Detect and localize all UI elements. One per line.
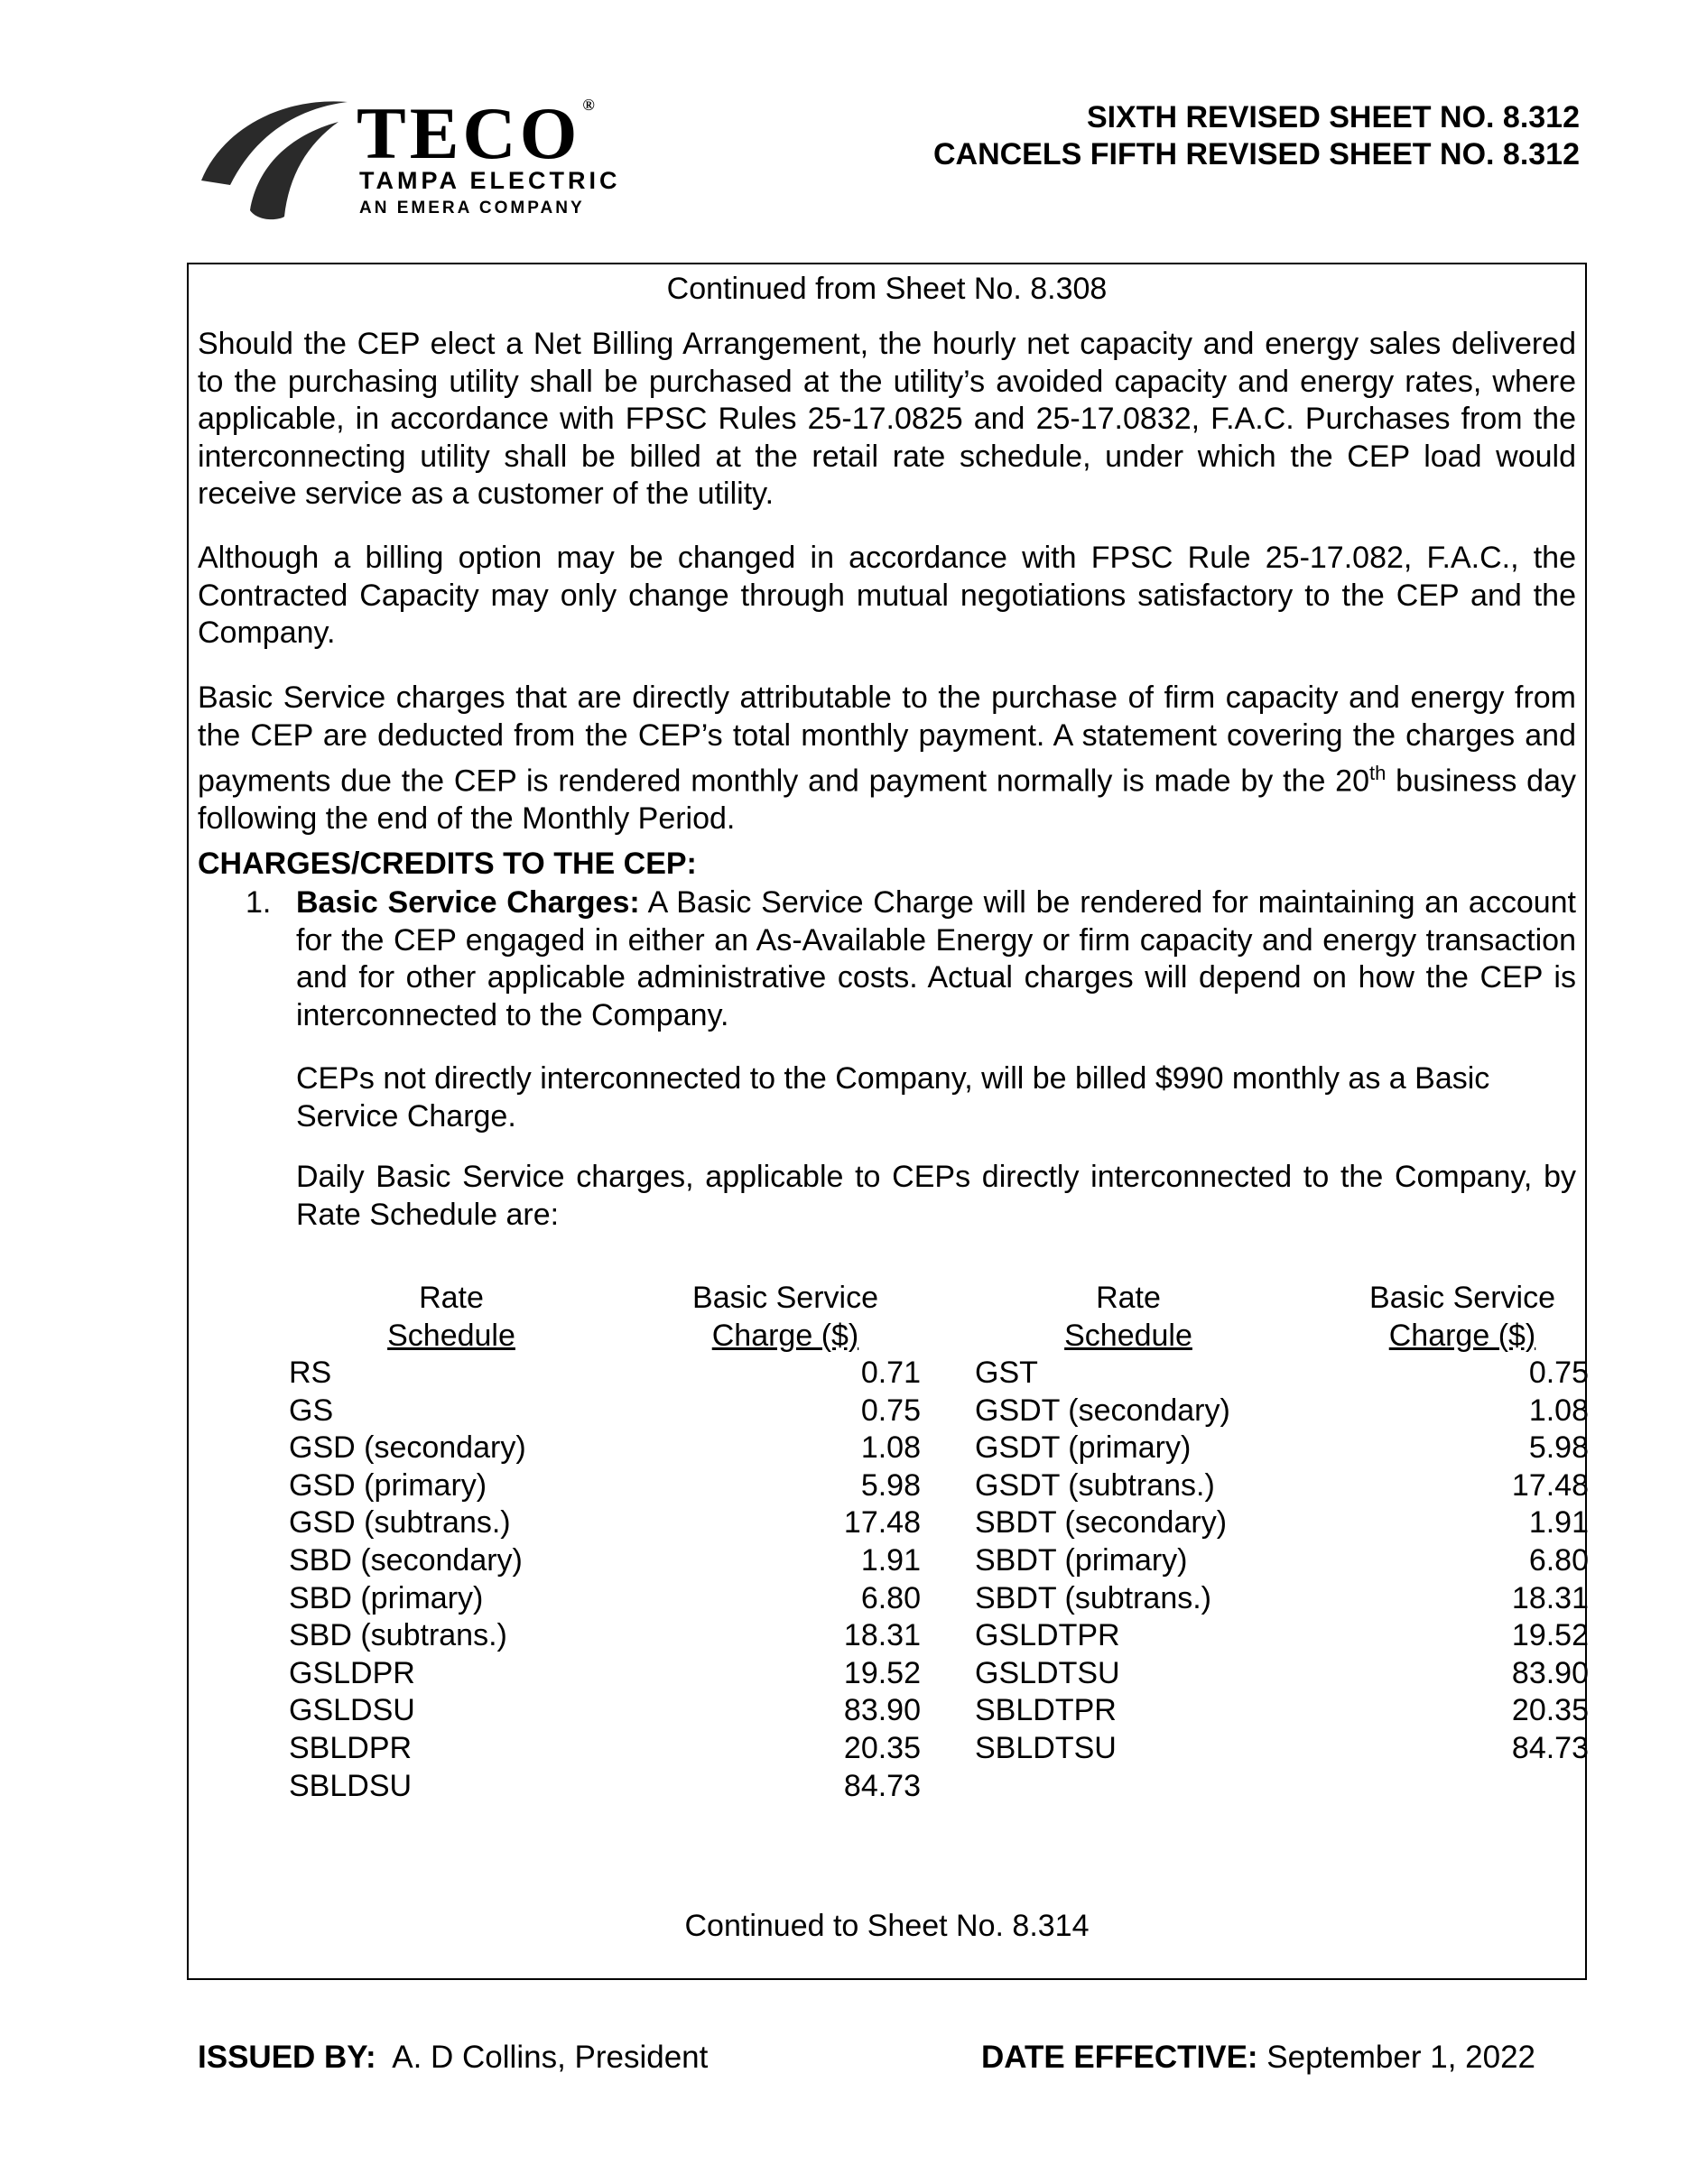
item-title: Basic Service Charges: [296, 885, 640, 920]
basic-service-charge: 1.08 [860, 1430, 921, 1466]
rate-schedule: GSDT (subtrans.) [975, 1467, 1215, 1503]
basic-service-charge: 17.48 [1511, 1467, 1589, 1503]
col-header-charge-bottom: Charge ($) [1388, 1318, 1536, 1353]
rate-schedule: SBLDTPR [975, 1693, 1117, 1728]
logo-subtagline: AN EMERA COMPANY [359, 199, 585, 217]
table-row [975, 1393, 1589, 1430]
basic-service-charge: 18.31 [843, 1618, 921, 1653]
registered-mark: ® [582, 96, 598, 114]
table-row [975, 1580, 1589, 1618]
issued-by-label: ISSUED BY: [198, 2040, 376, 2075]
col-header-rate-top: Rate [1096, 1281, 1161, 1315]
teco-swoosh-icon [194, 95, 352, 221]
table-row [289, 1542, 921, 1580]
rate-schedule: GSLDTSU [975, 1655, 1120, 1690]
table-row [289, 1393, 921, 1430]
paragraph-billing-option: Although a billing option may be changed in accordance with FPSC Rule 25-17.082, F.A.C., the Contracted Capacity may only change through mutual negotiations satisfactory to the CEP and the Company. [198, 541, 1576, 650]
table-row [975, 1730, 1589, 1768]
basic-service-charge: 6.80 [860, 1580, 921, 1615]
basic-service-charge: 19.52 [1511, 1618, 1589, 1653]
table-row [975, 1692, 1589, 1730]
basic-service-charge: 19.52 [843, 1655, 921, 1690]
item-number: 1. [246, 885, 272, 920]
rate-schedule: SBDT (secondary) [975, 1505, 1228, 1541]
rate-schedule: SBLDPR [289, 1731, 413, 1765]
table-row [975, 1655, 1589, 1693]
col-header-rate [361, 1280, 542, 1355]
section-heading: CHARGES/CREDITS TO THE CEP: [198, 847, 697, 881]
table-row [289, 1617, 921, 1655]
basic-service-charge: 1.91 [860, 1543, 921, 1578]
basic-service-charge: 83.90 [1511, 1655, 1589, 1690]
rate-schedule: SBLDSU [289, 1768, 413, 1803]
col-header-charge-top: Basic Service [692, 1281, 878, 1315]
sheet-number: SIXTH REVISED SHEET NO. 8.312 [1086, 100, 1580, 134]
basic-service-charge: 1.08 [1528, 1393, 1589, 1428]
paragraph-text-end: business day following the end of the Monthly Period. [198, 763, 1576, 836]
sheet-header [933, 99, 1580, 173]
rate-schedule: GST [975, 1356, 1038, 1390]
logo-tagline: TAMPA ELECTRIC [359, 167, 621, 194]
col-header-charge-bottom: Charge ($) [711, 1318, 859, 1353]
rate-schedule: GSDT (primary) [975, 1430, 1192, 1466]
rate-schedule: SBD (subtrans.) [289, 1618, 507, 1653]
date-effective-label: DATE EFFECTIVE: [981, 2040, 1258, 2075]
continued-from: Continued from Sheet No. 8.308 [666, 272, 1108, 306]
table-row [289, 1730, 921, 1768]
basic-service-charge: 83.90 [843, 1693, 921, 1728]
table-row [975, 1355, 1589, 1393]
col-header-rate [1038, 1280, 1219, 1355]
rate-schedule: SBD (secondary) [289, 1543, 523, 1578]
item-sub-paragraph-daily: Daily Basic Service charges, applicable to CEPs directly interconnected to the Company, by Rate Schedule are: [296, 1160, 1576, 1232]
superscript: th [1369, 762, 1387, 784]
col-header-rate-bottom: Schedule [1064, 1318, 1192, 1353]
basic-service-charge: 0.75 [860, 1393, 921, 1428]
table-row [975, 1504, 1589, 1542]
basic-service-charge: 5.98 [860, 1467, 921, 1503]
paragraph-basic-service [198, 680, 1576, 838]
item-sub-paragraph-monthly: CEPs not directly interconnected to the Company, will be billed $990 monthly as a Basic Service Charge. [296, 1061, 1490, 1134]
rate-table-left [289, 1280, 921, 1821]
basic-service-charge: 6.80 [1528, 1543, 1589, 1578]
rate-schedule: GSD (secondary) [289, 1430, 526, 1466]
table-row [289, 1692, 921, 1730]
basic-service-charge: 5.98 [1528, 1430, 1589, 1466]
basic-service-charge: 20.35 [1511, 1693, 1589, 1728]
basic-service-charge: 84.73 [1511, 1731, 1589, 1765]
rate-schedule: GSLDPR [289, 1655, 415, 1690]
issued-by-value: A. D Collins, President [376, 2040, 709, 2075]
col-header-charge-top: Basic Service [1369, 1281, 1555, 1315]
rate-schedule: SBDT (subtrans.) [975, 1580, 1212, 1615]
rate-schedule: GS [289, 1393, 334, 1428]
basic-service-charge: 0.75 [1528, 1356, 1589, 1390]
paragraph-net-billing: Should the CEP elect a Net Billing Arrangement, the hourly net capacity and energy sales delivered to the purchasing utility shall be purchased at the utility’s avoided capacity and energy rates, where applicable, in accordance with FPSC Rules 25-17.0825 and 25-17.0832, F.A.C. Purchases from the interconnecting utility shall be billed at the retail rate schedule, under which the CEP load would receive service as a customer of the utility. [198, 327, 1576, 511]
table-row [289, 1580, 921, 1618]
rate-schedule: RS [289, 1356, 332, 1390]
rate-schedule: GSD (subtrans.) [289, 1505, 511, 1541]
rate-schedule: SBDT (primary) [975, 1543, 1188, 1578]
basic-service-charge: 17.48 [843, 1505, 921, 1541]
table-row [289, 1430, 921, 1467]
table-row [289, 1768, 921, 1806]
rate-schedule: GSD (primary) [289, 1467, 487, 1503]
logo-word: TECO [357, 92, 581, 174]
item-text: A Basic Service Charge will be rendered for maintaining an account for the CEP engaged in either an As-Available Energy or firm capacity and energy transaction and for other applicable administrative costs. Actual charges will depend on how the CEP is interconnected to the Company. [296, 885, 1576, 1032]
rate-schedule: GSDT (secondary) [975, 1393, 1230, 1428]
col-header-charge [677, 1280, 894, 1355]
rate-schedule: SBD (primary) [289, 1580, 484, 1615]
basic-service-charge: 0.71 [860, 1356, 921, 1390]
rate-table-right [975, 1280, 1589, 1821]
table-row [975, 1617, 1589, 1655]
col-header-rate-top: Rate [419, 1281, 484, 1315]
issued-by [198, 2040, 708, 2076]
item-basic-service-charges [296, 884, 1576, 1034]
col-header-rate-bottom: Schedule [387, 1318, 515, 1353]
table-row [975, 1467, 1589, 1505]
rate-schedule: GSLDTPR [975, 1618, 1120, 1653]
table-row [289, 1467, 921, 1505]
basic-service-charge: 84.73 [843, 1768, 921, 1803]
rate-schedule: SBLDTSU [975, 1731, 1117, 1765]
company-logo [194, 92, 663, 221]
sheet-cancels: CANCELS FIFTH REVISED SHEET NO. 8.312 [932, 137, 1580, 171]
table-row [289, 1504, 921, 1542]
basic-service-charge: 20.35 [843, 1731, 921, 1765]
date-effective [981, 2040, 1535, 2076]
basic-service-charge: 18.31 [1511, 1580, 1589, 1615]
table-row [975, 1542, 1589, 1580]
table-row [289, 1655, 921, 1693]
col-header-charge [1354, 1280, 1571, 1355]
paragraph-text: Basic Service charges that are directly attributable to the purchase of firm capacity and energy from the CEP are deducted from the CEP’s total monthly payment. A statement covering the charges and payments due the CEP is rendered monthly and payment normally is made by the 20 [198, 680, 1576, 799]
basic-service-charge: 1.91 [1528, 1505, 1589, 1541]
continued-to: Continued to Sheet No. 8.314 [684, 1909, 1090, 1943]
table-row [975, 1430, 1589, 1467]
table-row [289, 1355, 921, 1393]
rate-schedule: GSLDSU [289, 1693, 415, 1728]
date-effective-value: September 1, 2022 [1257, 2040, 1536, 2075]
